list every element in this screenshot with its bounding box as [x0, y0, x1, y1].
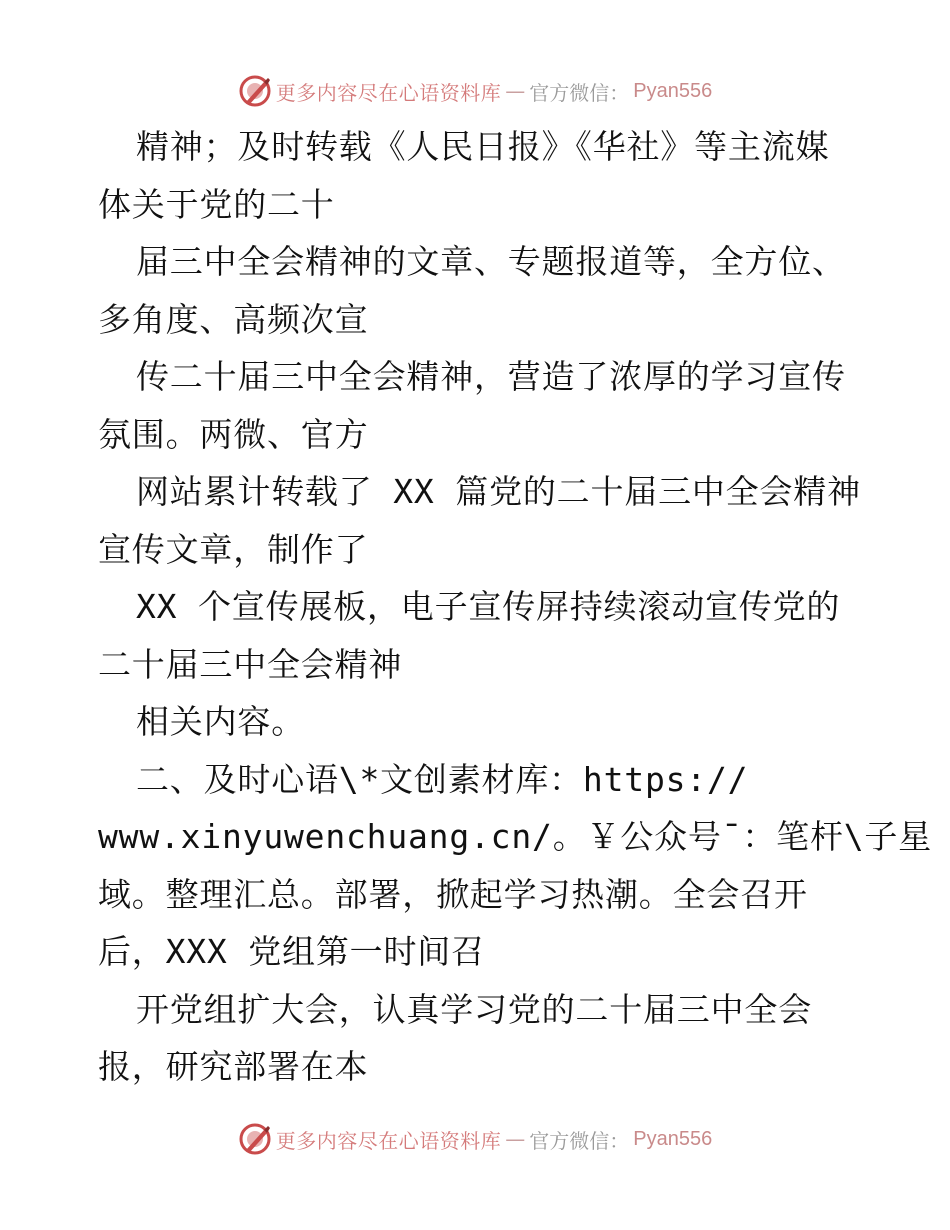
pen-logo-icon	[238, 1122, 272, 1156]
text-line: 域。整理汇总。部署，掀起学习热潮。全会召开	[98, 874, 808, 914]
text-line: 宣传文章，制作了	[98, 529, 369, 569]
text-line: www.xinyuwenchuang.cn/。￥公众号¯：笔杆\子星	[98, 817, 933, 856]
text-line: 传二十届三中全会精神，营造了浓厚的学习宣传	[136, 357, 846, 396]
text-line: 二十届三中全会精神	[98, 644, 403, 684]
text-line: 开党组扩大会，认真学习党的二十届三中全会	[136, 989, 812, 1029]
footer-banner	[0, 1121, 950, 1157]
banner-wechat-id: Pyan556	[633, 79, 713, 102]
document-body	[98, 118, 933, 1096]
pen-logo-icon	[238, 74, 272, 108]
header-banner	[0, 73, 950, 109]
banner-separator: —	[505, 1127, 526, 1151]
text-line: 体关于党的二十	[98, 184, 335, 224]
text-line: 氛围。两微、官方	[98, 414, 369, 454]
banner-separator: —	[505, 79, 526, 103]
text-line: 多角度、高频次宣	[98, 299, 369, 339]
text-line: 相关内容。	[136, 702, 305, 741]
text-line: 后，XXX 党组第一时间召	[98, 932, 485, 971]
text-line: 报，研究部署在本	[98, 1047, 369, 1086]
banner-brand-text: 更多内容尽在心语资料库	[275, 80, 502, 105]
text-line: 精神；及时转载《人民日报》《华社》等主流媒	[136, 127, 830, 166]
text-line: XX 个宣传展板，电子宣传屏持续滚动宣传党的	[136, 587, 841, 626]
text-line: 网站累计转载了 XX 篇党的二十届三中全会精神	[136, 472, 861, 511]
banner-brand-text: 更多内容尽在心语资料库	[275, 1128, 502, 1153]
text-line: 届三中全会精神的文章、专题报道等，全方位、	[136, 242, 846, 281]
banner-wechat-label: 官方微信：	[529, 1128, 630, 1153]
banner-wechat-label: 官方微信：	[529, 80, 630, 105]
text-line: 二、及时心语\*文创素材库：https://	[136, 759, 749, 799]
banner-wechat-id: Pyan556	[633, 1127, 713, 1150]
